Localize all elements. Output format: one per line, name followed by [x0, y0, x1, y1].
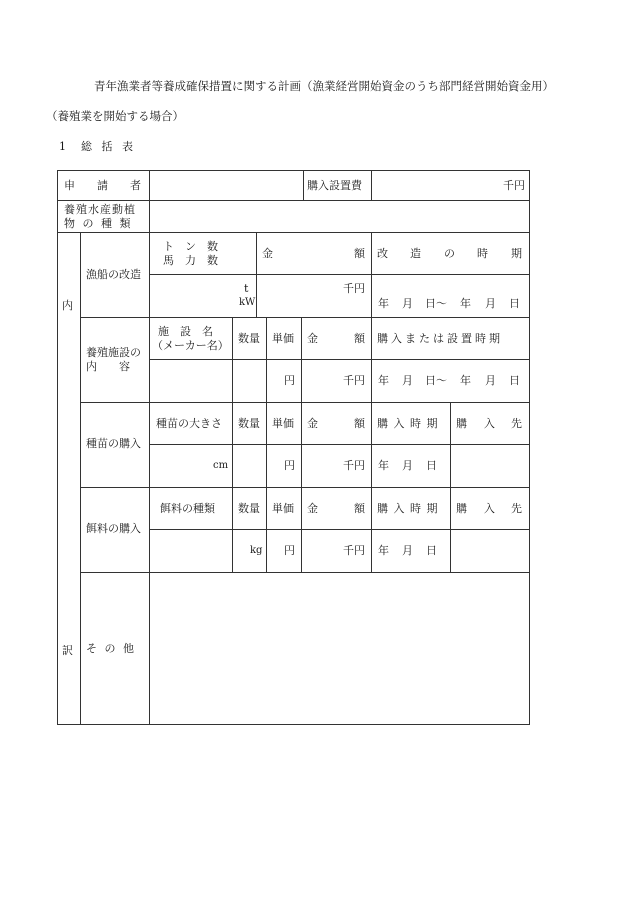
vessel-col-period-5: 期 [511, 247, 522, 260]
vessel-date-day1: 日〜 [425, 297, 447, 310]
seed-col-qty: 数量 [238, 417, 260, 430]
vessel-date-year2: 年 [460, 297, 471, 310]
facility-col-maker: （メーカー名） [152, 339, 229, 352]
feed-col-amount-b: 額 [354, 502, 365, 515]
facility-date-year2: 年 [460, 374, 471, 387]
feed-date-year: 年 [378, 544, 389, 557]
feed-col-time: 購 入 時 期 [377, 502, 439, 515]
seed-col-time: 購 入 時 期 [377, 417, 439, 430]
seed-col-size: 種苗の大きさ [156, 417, 222, 430]
facility-label-line1: 養殖施設の [86, 346, 141, 359]
feed-col-supplier-2: 入 [484, 502, 495, 515]
seed-date-day: 日 [426, 459, 437, 472]
feed-unit-yen: 円 [284, 544, 295, 557]
facility-col-qty: 数量 [238, 332, 260, 345]
vessel-col-horsepower: 馬 力 数 [163, 254, 218, 267]
breakdown-char-uchi: 内 [62, 299, 73, 312]
facility-unit-yen: 円 [284, 374, 295, 387]
feed-col-type: 餌料の種類 [160, 502, 215, 515]
feed-col-price: 単価 [272, 502, 294, 515]
document-title: 青年漁業者等養成確保措置に関する計画（漁業経営開始資金のうち部門経営開始資金用） [94, 79, 554, 93]
purchase-cost-unit: 千円 [503, 179, 525, 192]
facility-col-amount-b: 額 [354, 332, 365, 345]
vessel-date-month1: 月 [402, 297, 413, 310]
facility-unit-sen: 千円 [343, 374, 365, 387]
feed-label: 餌料の購入 [86, 522, 141, 535]
feed-unit-sen: 千円 [343, 544, 365, 557]
facility-date-month1: 月 [402, 374, 413, 387]
species-label-line2: 物 の 種 類 [64, 217, 133, 230]
feed-col-amount-a: 金 [307, 502, 318, 515]
seed-col-supplier-1: 購 [456, 417, 467, 430]
facility-col-period: 購入または設置時期 [377, 332, 503, 345]
feed-col-supplier-3: 先 [511, 502, 522, 515]
vessel-col-period-1: 改 [377, 247, 388, 260]
document-subtitle: （養殖業を開始する場合） [46, 109, 184, 123]
feed-col-qty: 数量 [238, 502, 260, 515]
vessel-date-month2: 月 [485, 297, 496, 310]
seed-col-price: 単価 [272, 417, 294, 430]
purchase-cost-label: 購入設置費 [307, 179, 362, 192]
vessel-unit-sen: 千円 [343, 282, 365, 295]
section-label: 総 括 表 [81, 140, 136, 153]
facility-date-day2: 日 [509, 374, 520, 387]
seed-col-amount-a: 金 [307, 417, 318, 430]
other-content-area[interactable] [151, 574, 528, 723]
facility-date-year1: 年 [378, 374, 389, 387]
vessel-col-period-2: 造 [410, 247, 421, 260]
facility-label-line2: 内 容 [86, 360, 130, 373]
facility-date-month2: 月 [485, 374, 496, 387]
breakdown-char-wake: 訳 [62, 644, 73, 657]
species-label-line1: 養殖水産動植 [64, 203, 136, 216]
seed-date-month: 月 [402, 459, 413, 472]
vessel-date-year1: 年 [378, 297, 389, 310]
seed-unit-sen: 千円 [343, 459, 365, 472]
vessel-col-amount-b: 額 [354, 247, 365, 260]
seed-col-supplier-2: 入 [484, 417, 495, 430]
vessel-col-period-3: の [444, 247, 455, 260]
seed-col-amount-b: 額 [354, 417, 365, 430]
section-number: 1 [59, 140, 66, 153]
facility-col-price: 単価 [272, 332, 294, 345]
seed-unit-cm: cm [213, 460, 229, 471]
vessel-label: 漁船の改造 [86, 268, 141, 281]
seed-col-supplier-3: 先 [511, 417, 522, 430]
seed-label: 種苗の購入 [86, 437, 141, 450]
feed-unit-kg: kg [250, 545, 263, 556]
applicant-name-field[interactable] [152, 172, 301, 199]
feed-date-day: 日 [426, 544, 437, 557]
other-label: そ の 他 [86, 642, 136, 655]
seed-date-year: 年 [378, 459, 389, 472]
vessel-unit-kw: kW [239, 297, 256, 308]
vessel-col-tonnage: ト ン 数 [163, 240, 218, 253]
vessel-col-period-4: 時 [477, 247, 488, 260]
vessel-col-amount-a: 金 [262, 247, 273, 260]
vessel-unit-t: t [244, 282, 249, 295]
seed-unit-yen: 円 [284, 459, 295, 472]
applicant-label: 申 請 者 [64, 179, 141, 192]
vessel-date-day2: 日 [509, 297, 520, 310]
feed-col-supplier-1: 購 [456, 502, 467, 515]
feed-date-month: 月 [402, 544, 413, 557]
facility-date-day1: 日〜 [425, 374, 447, 387]
facility-col-name: 施 設 名 [158, 325, 213, 338]
facility-col-amount-a: 金 [307, 332, 318, 345]
